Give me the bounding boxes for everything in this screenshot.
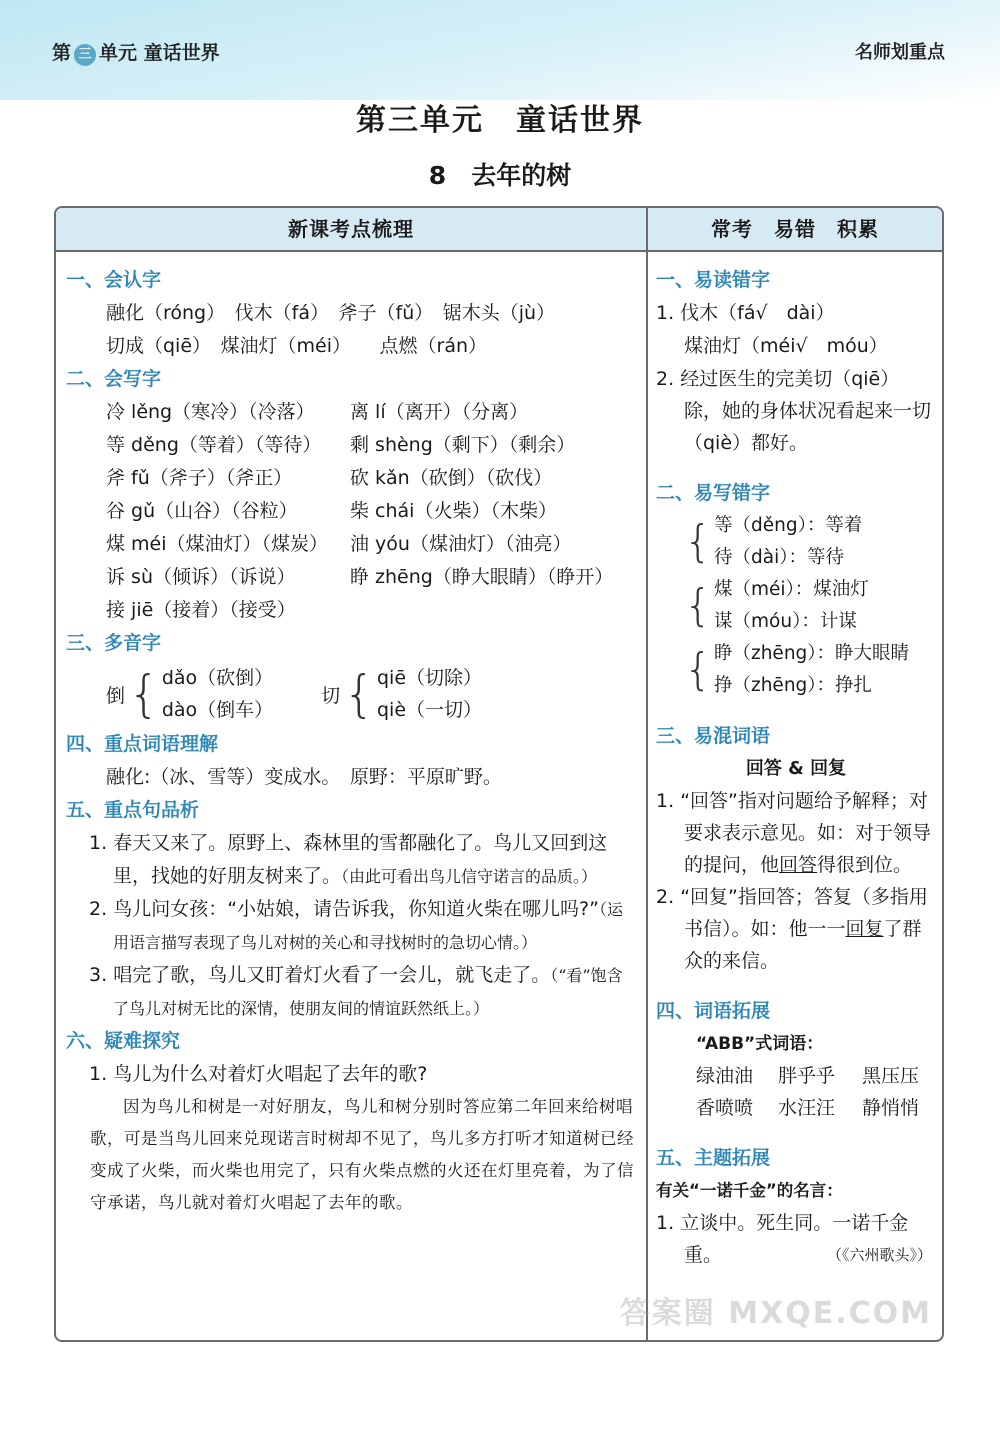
polyphone-group [66,660,638,728]
section-title: 五、重点句品析 [66,799,200,821]
key-word-definitions: 融化:（冰、雪等）变成水。 原野：平原旷野。 [106,766,502,788]
section-title: 二、会写字 [66,368,162,390]
quote-heading: 有关“一诺千金”的名言： [656,1181,843,1200]
word-pair-heading: 回答 & 回复 [745,758,847,779]
abb-words [656,1060,936,1124]
abb-word: 绿油油 [696,1065,754,1087]
write-word: 冷 lěng（寒冷）（冷落） [106,401,315,423]
polyphone-char: 切 [321,684,341,707]
sentence-item: 3. 唱完了歌，鸟儿又盯着灯火看了一会儿，就飞走了。（“看”饱含了鸟儿对树无比的深情，使朋友间的情谊跃然纸上。） [89,964,623,1018]
brace-glyph: { [684,516,712,567]
misread-item: 煤油灯（méi√ móu） [684,335,888,357]
write-word: 煤 méi（煤油灯）（煤炭） [106,533,329,555]
right-column-header: 常考 易错 积累 [648,208,942,252]
brace-glyph: { [343,665,375,723]
brace-glyph: { [128,665,160,723]
abb-heading: “ABB”式词语： [696,1034,824,1054]
word-explanation: 2. “回复”指回答；答复（多指用书信）。如：他一一回复了群众的来信。 [656,886,928,972]
unit-number-badge: 三 [74,44,96,66]
question: 1. 鸟儿为什么对着灯火唱起了去年的歌? [89,1063,428,1085]
write-word: 诉 sù（倾诉）（诉说） [106,566,296,588]
abb-word: 黑压压 [862,1065,920,1087]
confusable-pair: { 煤（méi）：煤油灯 谋（móu）：计谋 [684,579,869,632]
brace-glyph: { [684,644,712,695]
write-word: 剩 shèng（剩下）（剩余） [350,434,576,456]
page-header [0,0,1000,100]
abb-word: 胖乎乎 [778,1065,836,1087]
quote-item: 1. 立谈中。死生同。一诺千金重。 （《六州歌头》） [656,1207,936,1271]
misread-item: 2. 经过医生的完美切（qiē）除，她的身体状况看起来一切（qiè）都好。 [656,368,932,454]
right-column [648,252,942,1271]
write-words-grid [66,396,638,627]
write-word [350,594,616,627]
write-word: 砍 kǎn（砍倒）（砍伐） [350,467,553,489]
section-title: 六、疑难探究 [66,1030,181,1052]
unit-title: 第三单元 童话世界 [356,103,644,138]
misread-item: 1. 伐木（fá√ dài） [656,302,835,324]
analysis-note: （运用语言描写表现了鸟儿对树的关心和寻找树时的急切心情。） [113,900,623,952]
section-title: 三、多音字 [66,632,162,654]
confusable-pair: { 睁（zhēng）：睁大眼睛 挣（zhēng）：挣扎 [684,643,910,696]
word-explanation: 1. “回答”指对问题给予解释；对要求表示意见。如：对于领导的提问，他回答得很到位。 [656,790,932,876]
brace-glyph: { [684,580,712,631]
recognize-words-line-2: 切成（qiē） 煤油灯（méi） 点燃（rán） [106,335,488,357]
watermark: 答案圈 MXQE.COM [619,1296,932,1331]
section-title: 四、词语拓展 [656,1000,771,1022]
section-title: 一、会认字 [66,269,162,291]
analysis-note: （由此可看出鸟儿信守诺言的品质。） [341,867,598,886]
running-head-series: 名师划重点 [855,42,945,63]
write-word: 等 děng（等着）（等待） [106,434,322,456]
lesson-title: 8 去年的树 [428,161,572,190]
reading: qiē（切除） [377,667,483,689]
section-title: 一、易读错字 [656,269,771,291]
answer-paragraph: 因为鸟儿和树是一对好朋友，鸟儿和树分别时答应第二年回来给树唱歌，可是当鸟儿回来兑现诺言时树却不见了，鸟儿多方打听才知道树已经变成了火柴，而火柴也用完了，只有火柴点燃的火还在灯里亮着，为了信守承诺，鸟儿就对着灯火唱起了去年的歌。 [90,1097,634,1212]
abb-word: 香喷喷 [696,1097,754,1119]
sentence-item: 1. 春天又来了。原野上、森林里的雪都融化了。鸟儿又回到这里，找她的好朋友树来了。（由此可看出鸟儿信守诺言的品质。） [89,832,608,887]
section-title: 五、主题拓展 [656,1147,771,1169]
section-title: 四、重点词语理解 [66,733,219,755]
analysis-note: （“看”饱含了鸟儿对树无比的深情，使朋友间的情谊跃然纸上。） [113,966,623,1018]
write-word: 谷 gǔ（山谷）（谷粒） [106,500,298,522]
write-word: 离 lí（离开）（分离） [350,401,529,423]
confusable-pair: { 等（děng）：等着 待（dài）：等待 [684,515,863,568]
write-word: 睁 zhēng（睁大眼睛）（睁开） [350,566,614,588]
reading: qiè（一切） [377,699,483,721]
section-title: 三、易混词语 [656,725,771,747]
write-word: 柴 chái（火柴）（木柴） [350,500,557,522]
left-column-header: 新课考点梳理 [56,208,646,252]
quote-source: （《六州歌头》） [826,1246,932,1264]
reading: dào（倒车） [161,699,274,721]
polyphone-char: 倒 [106,684,126,707]
write-word: 斧 fǔ（斧子）（斧正） [106,467,293,489]
sentence-item: 2. 鸟儿问女孩：“小姑娘，请告诉我，你知道火柴在哪儿吗?”（运用语言描写表现了鸟儿对树的关心和寻找树时的急切心情。） [89,898,623,952]
reading: dǎo（砍倒） [161,667,274,689]
content-table [54,206,944,1342]
abb-word: 静悄悄 [862,1097,920,1119]
running-head-unit: 第 三 单元 童话世界 [52,42,220,64]
write-word: 接 jiē（接着）（接受） [106,599,296,621]
recognize-words-line-1: 融化（róng） 伐木（fá） 斧子（fǔ） 锯木头（jù） [106,302,556,324]
left-column [56,252,646,1219]
abb-word: 水汪汪 [778,1097,836,1119]
write-word: 油 yóu（煤油灯）（油亮） [350,533,572,555]
section-title: 二、易写错字 [656,482,771,504]
